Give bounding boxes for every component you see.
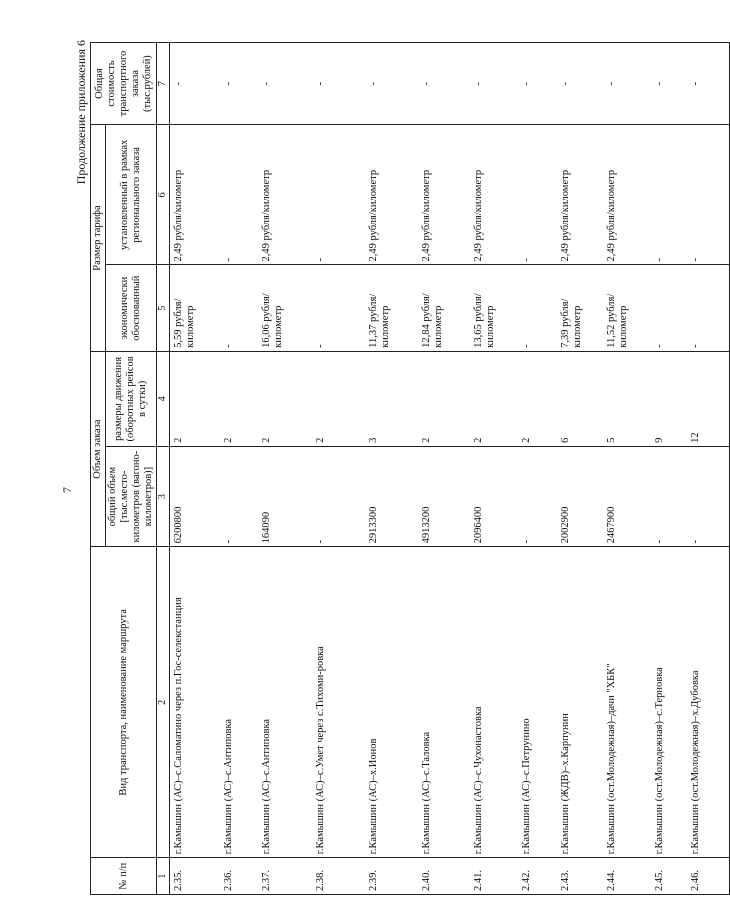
trips-per-day: 2	[470, 351, 518, 446]
route-name: г.Камышин (ЖДВ)–х.Карпунин	[557, 547, 603, 858]
econ-tariff: 5,59 рубля/ километр	[169, 265, 220, 351]
econ-tariff: -	[518, 265, 557, 351]
column-number: 3	[157, 446, 170, 546]
econ-tariff: 11,52 рубля/ километр	[603, 265, 651, 351]
total-volume: 164090	[258, 446, 312, 546]
route-name: г.Камышин (АС)–с.Петрунино	[518, 547, 557, 858]
total-volume: -	[518, 446, 557, 546]
row-number: 2.39.	[365, 858, 418, 895]
header-total-volume: общий объем [тыс.место-километров (вагоно-километров)]	[106, 446, 157, 546]
table-row	[518, 43, 557, 895]
row-number: 2.46.	[687, 858, 730, 895]
regional-tariff: 2,49 рубля/километр	[169, 125, 220, 265]
table-row	[651, 43, 687, 895]
regional-tariff: 2,49 рубля/километр	[557, 125, 603, 265]
route-name: г.Камышин (АС)–с.Саломатино через п.Гос-селекстанция	[169, 547, 220, 858]
total-cost: -	[470, 43, 518, 125]
regional-tariff: 2,49 рубля/километр	[365, 125, 418, 265]
total-volume: -	[651, 446, 687, 546]
row-number: 2.36.	[220, 858, 258, 895]
header-route: Вид транспорта, наименование маршрута	[91, 547, 157, 858]
table-row	[418, 43, 470, 895]
trips-per-day: 9	[651, 351, 687, 446]
trips-per-day: 2	[169, 351, 220, 446]
header-tariff: Размер тарифа	[91, 125, 106, 352]
column-number: 2	[157, 547, 170, 858]
regional-tariff: 2,49 рубля/километр	[603, 125, 651, 265]
trips-per-day: 6	[557, 351, 603, 446]
total-cost: -	[651, 43, 687, 125]
regional-tariff: -	[518, 125, 557, 265]
column-number: 5	[157, 265, 170, 351]
route-name: г.Камышин (АС)–с.Антиповка	[258, 547, 312, 858]
total-volume: 2096400	[470, 446, 518, 546]
table-row	[365, 43, 418, 895]
total-cost: -	[687, 43, 730, 125]
trips-per-day: 2	[418, 351, 470, 446]
table-row	[603, 43, 651, 895]
total-volume: 2913300	[365, 446, 418, 546]
row-number: 2.42.	[518, 858, 557, 895]
table-row	[687, 43, 730, 895]
route-name: г.Камышин (ост.Молодежная)–х.Дубовка	[687, 547, 730, 858]
regional-tariff: 2,49 рубля/километр	[418, 125, 470, 265]
total-volume: -	[312, 446, 365, 546]
row-number: 2.45.	[651, 858, 687, 895]
header-trips: размеры движения (оборотных рейсов в сутки)	[106, 351, 157, 446]
row-number: 2.41.	[470, 858, 518, 895]
row-number: 2.44.	[603, 858, 651, 895]
column-number-row	[157, 43, 170, 895]
regional-tariff: -	[651, 125, 687, 265]
total-cost: -	[418, 43, 470, 125]
rotated-page	[60, 40, 701, 895]
table-row	[258, 43, 312, 895]
econ-tariff: -	[220, 265, 258, 351]
header-total-cost: Общая стоимость транспортного заказа (тыс.рублей)	[91, 43, 157, 125]
total-volume: -	[687, 446, 730, 546]
econ-tariff: 7,39 рубля/ километр	[557, 265, 603, 351]
header-no: № п/п	[91, 858, 157, 895]
trips-per-day: 12	[687, 351, 730, 446]
table-row	[169, 43, 220, 895]
total-volume: 4913200	[418, 446, 470, 546]
econ-tariff: 16,06 рубля/ километр	[258, 265, 312, 351]
route-name: г.Камышин (АС)–с.Умет через с.Тихоми-ровка	[312, 547, 365, 858]
regional-tariff: -	[312, 125, 365, 265]
trips-per-day: 5	[603, 351, 651, 446]
table-row	[470, 43, 518, 895]
table-row	[220, 43, 258, 895]
column-number: 1	[157, 858, 170, 895]
route-name: г.Камышин (ост.Молодежная)–дачи "ХБК"	[603, 547, 651, 858]
econ-tariff: -	[687, 265, 730, 351]
econ-tariff: 11,37 рубля/ километр	[365, 265, 418, 351]
regional-tariff: -	[687, 125, 730, 265]
header-econ-tariff: экономически обоснованный	[106, 265, 157, 351]
route-name: г.Камышин (ост.Молодежная)–с.Терновка	[651, 547, 687, 858]
total-volume: 6200800	[169, 446, 220, 546]
route-name: г.Камышин (АС)–х.Ионов	[365, 547, 418, 858]
row-number: 2.43.	[557, 858, 603, 895]
trips-per-day: 3	[365, 351, 418, 446]
row-number: 2.35.	[169, 858, 220, 895]
regional-tariff: 2,49 рубля/километр	[258, 125, 312, 265]
column-number: 4	[157, 351, 170, 446]
table-row	[557, 43, 603, 895]
econ-tariff: -	[312, 265, 365, 351]
total-cost: -	[518, 43, 557, 125]
total-cost: -	[169, 43, 220, 125]
header-order-volume: Объем заказа	[91, 351, 106, 546]
trips-per-day: 2	[258, 351, 312, 446]
row-number: 2.40.	[418, 858, 470, 895]
regional-tariff: -	[220, 125, 258, 265]
total-cost: -	[220, 43, 258, 125]
trips-per-day: 2	[518, 351, 557, 446]
econ-tariff: -	[651, 265, 687, 351]
table-row	[312, 43, 365, 895]
econ-tariff: 13,65 рубля/ километр	[470, 265, 518, 351]
row-number: 2.37.	[258, 858, 312, 895]
row-number: 2.38.	[312, 858, 365, 895]
page-number: 7	[60, 487, 74, 493]
total-volume: 2467900	[603, 446, 651, 546]
total-cost: -	[312, 43, 365, 125]
route-table	[90, 42, 730, 895]
econ-tariff: 12,84 рубля/ километр	[418, 265, 470, 351]
column-number: 7	[157, 43, 170, 125]
route-name: г.Камышин (АС)–с.Чухонастовка	[470, 547, 518, 858]
column-number: 6	[157, 125, 170, 265]
total-volume: -	[220, 446, 258, 546]
total-cost: -	[557, 43, 603, 125]
total-cost: -	[258, 43, 312, 125]
trips-per-day: 2	[220, 351, 258, 446]
header-regional-tariff: установленный в рамках регионального заказа	[106, 125, 157, 265]
trips-per-day: 2	[312, 351, 365, 446]
appendix-caption: Продолжение приложения 6	[74, 40, 88, 185]
total-cost: -	[365, 43, 418, 125]
route-name: г.Камышин (АС)–с.Антиповка	[220, 547, 258, 858]
total-cost: -	[603, 43, 651, 125]
regional-tariff: 2,49 рубля/километр	[470, 125, 518, 265]
route-name: г.Камышин (АС)–с.Таловка	[418, 547, 470, 858]
total-volume: 2002900	[557, 446, 603, 546]
